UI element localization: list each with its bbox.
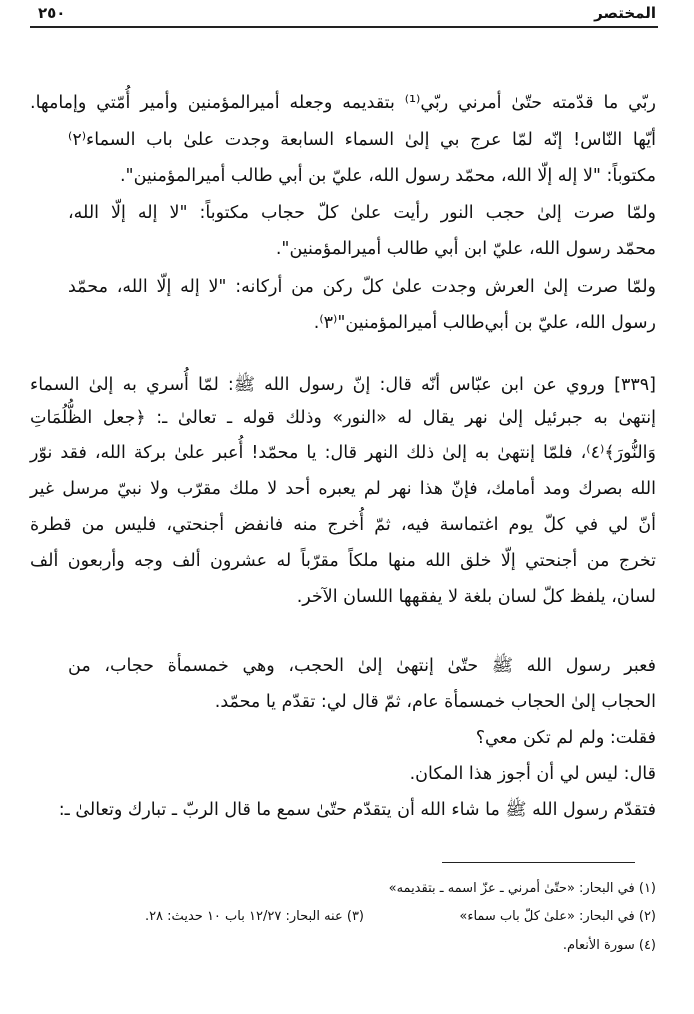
text-line: أيّها النّاس! إنّه لمّا عرج بي إلىٰ السماء السابعة وجدت علىٰ باب السماء⁽٢⁾ bbox=[68, 130, 656, 150]
text-line: وَالنُّورَ﴾⁽٤⁾، فلمّا إنتهىٰ به إلىٰ ذلك النهر قال: يا محمّد! أُعبر علىٰ بركة الله، فقد نوّر bbox=[30, 443, 656, 463]
header-rule bbox=[30, 26, 658, 28]
footnote-4: (٤) سورة الأنعام. bbox=[562, 938, 656, 953]
text-line: ولمّا صرت إلىٰ حجب النور رأيت علىٰ كلّ حجاب مكتوباً: "لا إله إلّا الله، bbox=[68, 203, 656, 223]
text-line: فقلت: ولم لم تكن معي؟ bbox=[475, 728, 656, 748]
text-line: [٣٣٩] وروي عن ابن عبّاس أنّه قال: إنّ رسول الله ﷺ: لمّا أُسري به إلىٰ السماء bbox=[30, 375, 656, 395]
text-line: محمّد رسول الله، عليّ ابن أبي طالب أميرالمؤمنين". bbox=[275, 239, 656, 259]
text-line: فتقدّم رسول الله ﷺ ما شاء الله أن يتقدّم حتّىٰ سمع ما قال الربّ ـ تبارك وتعالىٰ ـ: bbox=[58, 800, 656, 820]
footnote-2: (٢) في البحار: «علىٰ كلّ باب سماء» bbox=[459, 909, 656, 924]
running-title: المختصر bbox=[594, 4, 656, 22]
text-line: أنّ لي في كلّ يوم اغتماسة فيه، ثمّ أُخرج منه فانفض أجنحتي، فليس من قطرة bbox=[30, 515, 656, 535]
text-line: قال: ليس لي أن أجوز هذا المكان. bbox=[409, 764, 656, 784]
text-line: الحجاب إلىٰ الحجاب خمسمأة عام، ثمّ قال لي: تقدّم يا محمّد. bbox=[214, 692, 656, 712]
text-line: ربّي ما قدّمته حتّىٰ أمرني ربّي⁽¹⁾ بتقديمه وجعله أميرالمؤمنين وأمير أُمّتي وإمامها. bbox=[30, 93, 656, 113]
page-number: ٢٥٠ bbox=[38, 4, 66, 22]
text-line: لسان، يلفظ كلّ لسان بلغة لا يفقهها اللسان الآخر. bbox=[296, 587, 656, 607]
text-line: رسول الله، عليّ بن أبي‌طالب أميرالمؤمنين"⁽٣⁾. bbox=[313, 313, 656, 333]
text-line: تخرج من أجنحتي إلّا خلق الله منها ملكاً مقرّباً له عشرون ألف وجه وأربعون ألف bbox=[30, 551, 656, 571]
footnote-rule bbox=[442, 862, 635, 863]
text-line: إنتهىٰ به جبرئيل إلىٰ نهر يقال له «النور» وذلك قوله ـ تعالىٰ ـ: ﴿جعل الظُّلُمَاتِ bbox=[30, 408, 656, 428]
text-line: مكتوباً: "لا إله إلّا الله، محمّد رسول الله، عليّ بن أبي طالب أميرالمؤمنين". bbox=[119, 166, 656, 186]
text-line: ولمّا صرت إلىٰ العرش وجدت علىٰ كلّ ركن من أركانه: "لا إله إلّا الله، محمّد bbox=[68, 277, 656, 297]
text-line: فعبر رسول الله ﷺ حتّىٰ إنتهىٰ إلىٰ الحجب، وهي خمسمأة حجاب، من bbox=[68, 656, 656, 676]
footnote-3: (٣) عنه البحار: ١٢/٢٧ باب ١٠ حديث: ٢٨. bbox=[144, 909, 364, 924]
footnote-1: (١) في البحار: «حتّىٰ أمرني ـ عزّ اسمه ـ بتقديمه» bbox=[388, 881, 656, 896]
text-line: الله بصرك ومد أمامك، فإنّ هذا نهر لم يعبره أحد لا ملك مقرّب ولا نبيّ مرسل غير bbox=[30, 479, 656, 499]
